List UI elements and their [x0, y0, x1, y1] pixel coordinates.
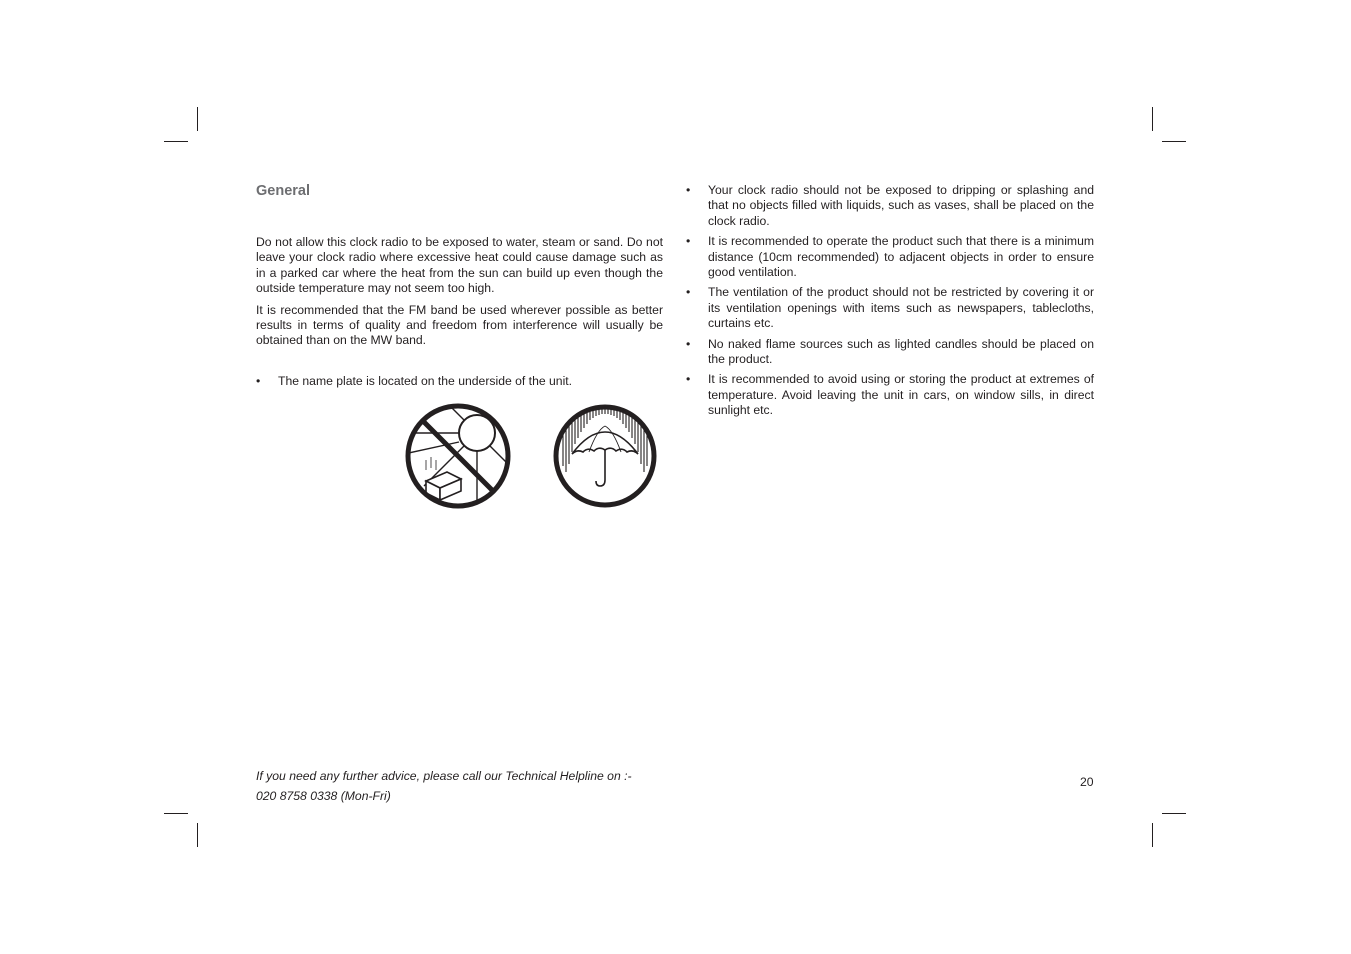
helpline-text: If you need any further advice, please call our Technical Helpline on :- [256, 769, 632, 783]
bullet-mark: • [686, 336, 691, 351]
crop-mark-bottom-right-horizontal [1162, 813, 1186, 814]
paragraph-water-heat: Do not allow this clock radio to be exposed to water, steam or sand. Do not leave your clock radio where excessive heat could cause damage such as in a parked car where the heat from the sun can build up even though the outside temperature may not seem too high. [256, 235, 663, 296]
crop-mark-top-right-horizontal [1162, 141, 1186, 142]
right-column [686, 183, 1094, 424]
keep-dry-umbrella-icon [551, 402, 659, 510]
helpline-phone: 020 8758 0338 (Mon-Fri) [256, 789, 391, 803]
page-number: 20 [1080, 775, 1094, 789]
bullet-mark: • [686, 372, 691, 387]
list-item-naked-flame [686, 337, 1094, 368]
list-item-text: Your clock radio should not be exposed to dripping or splashing and that no objects filled with liquids, such as vases, shall be placed on the clock radio. [708, 183, 1094, 228]
list-item-text: The ventilation of the product should not be restricted by covering it or its ventilation openings with items such as newspapers, tablecloths, curtains etc. [708, 285, 1094, 331]
bullet-mark: • [686, 183, 691, 197]
crop-mark-top-left-vertical [197, 107, 198, 131]
bullet-mark: • [256, 373, 261, 388]
left-column [256, 180, 663, 389]
list-item-dripping [686, 183, 1094, 229]
list-item-ventilation [686, 285, 1094, 331]
bullet-mark: • [686, 285, 691, 300]
section-heading: General [256, 183, 310, 199]
crop-mark-top-right-vertical [1152, 107, 1153, 131]
crop-mark-bottom-left-horizontal [164, 813, 188, 814]
list-item-name-plate [256, 374, 663, 389]
list-item-temperature [686, 372, 1094, 418]
list-item-text: It is recommended to avoid using or storing the product at extremes of temperature. Avoid leaving the unit in cars, on window sills, in direct sunlight etc. [708, 372, 1094, 418]
list-item-text: No naked flame sources such as lighted candles should be placed on the product. [708, 336, 1094, 367]
warning-symbols [404, 402, 660, 512]
paragraph-fm-band: It is recommended that the FM band be used wherever possible as better results in terms of quality and freedom from interference will usually be obtained than on the MW band. [256, 302, 663, 348]
helpline-footer [256, 766, 632, 806]
crop-mark-bottom-left-vertical [197, 823, 198, 847]
crop-mark-top-left-horizontal [164, 141, 188, 142]
bullet-mark: • [686, 234, 691, 249]
list-item-text: It is recommended to operate the product such that there is a minimum distance (10cm recommended) to adjacent objects in order to ensure good ventilation. [708, 234, 1094, 280]
no-sun-heat-icon [404, 402, 512, 510]
crop-mark-bottom-right-vertical [1152, 823, 1153, 847]
list-item-minimum-distance [686, 234, 1094, 280]
list-item-text: The name plate is located on the underside of the unit. [278, 373, 573, 388]
